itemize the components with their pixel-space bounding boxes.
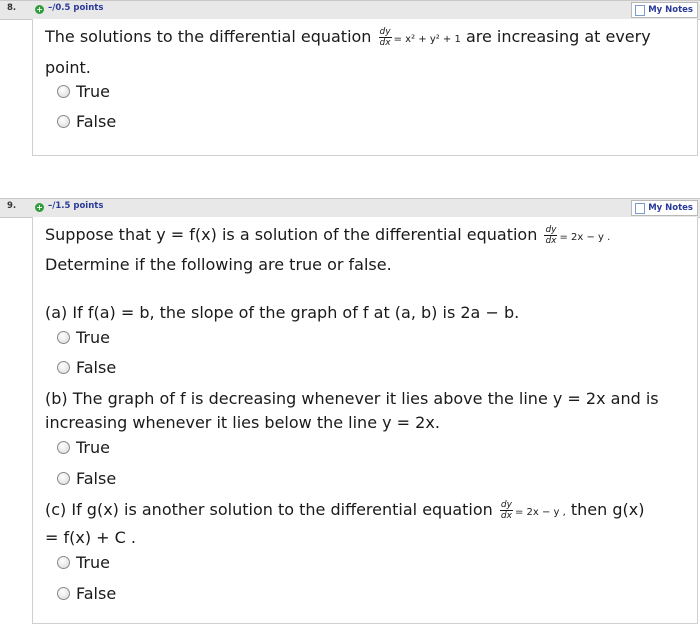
- frac-denominator: dx: [379, 38, 391, 48]
- radio-button[interactable]: [57, 331, 70, 344]
- derivative-fraction: [500, 500, 513, 521]
- part-a-option-false[interactable]: [57, 358, 116, 377]
- frac-numerator: dy: [500, 500, 512, 510]
- option-label: True: [76, 328, 110, 347]
- equation-rhs: = 2x − y ,: [514, 507, 566, 518]
- question-text: (c) If g(x) is another solution to the differential equation: [45, 500, 493, 519]
- expand-plus-icon[interactable]: +: [36, 203, 43, 212]
- equation-rhs: = 2x − y .: [559, 232, 611, 243]
- expand-plus-icon[interactable]: +: [36, 5, 43, 14]
- option-label: False: [76, 584, 117, 603]
- question-text: The solutions to the differential equation: [45, 27, 372, 46]
- question-9-intro: [45, 225, 610, 246]
- frac-numerator: dy: [545, 225, 557, 235]
- question-8-text-line2: point.: [45, 58, 91, 77]
- my-notes-label: My Notes: [648, 5, 693, 15]
- question-9-body: [32, 217, 698, 624]
- question-8-text: [45, 27, 651, 48]
- part-c-text: [45, 500, 644, 521]
- points-label: –/0.5 points: [48, 3, 104, 13]
- my-notes-button[interactable]: [631, 200, 698, 216]
- part-b-option-false[interactable]: [57, 469, 116, 488]
- radio-button[interactable]: [57, 587, 70, 600]
- part-a-option-true[interactable]: [57, 328, 110, 347]
- part-c-text-line2: = f(x) + C .: [45, 528, 136, 547]
- radio-button[interactable]: [57, 441, 70, 454]
- option-label: False: [76, 358, 117, 377]
- part-c-option-false[interactable]: [57, 584, 116, 603]
- radio-button[interactable]: [57, 556, 70, 569]
- option-false[interactable]: [57, 112, 116, 131]
- question-8-body: [32, 19, 698, 156]
- notes-icon: [635, 203, 645, 214]
- question-text: Suppose that y = f(x) is a solution of the differential equation: [45, 225, 538, 244]
- radio-button[interactable]: [57, 115, 70, 128]
- radio-button[interactable]: [57, 361, 70, 374]
- equation-rhs: = x² + y² + 1: [393, 34, 461, 45]
- option-label: False: [76, 469, 117, 488]
- part-c-option-true[interactable]: [57, 553, 110, 572]
- points-label: –/1.5 points: [48, 201, 104, 211]
- part-b-text: (b) The graph of f is decreasing whenever it lies above the line y = 2x and is: [45, 389, 659, 408]
- option-label: True: [76, 438, 110, 457]
- option-label: True: [76, 82, 110, 101]
- question-9-header: [0, 198, 700, 218]
- question-number: 8.: [7, 3, 17, 13]
- part-a-text: (a) If f(a) = b, the slope of the graph of f at (a, b) is 2a − b.: [45, 303, 520, 322]
- question-text: then g(x): [570, 500, 645, 519]
- option-label: True: [76, 553, 110, 572]
- derivative-fraction: [379, 27, 392, 48]
- radio-button[interactable]: [57, 85, 70, 98]
- question-text: are increasing at every: [465, 27, 651, 46]
- frac-denominator: dx: [545, 236, 557, 246]
- radio-button[interactable]: [57, 472, 70, 485]
- my-notes-button[interactable]: [631, 2, 698, 18]
- part-b-text-line2: increasing whenever it lies below the line y = 2x.: [45, 413, 440, 432]
- frac-numerator: dy: [379, 27, 391, 37]
- option-true[interactable]: [57, 82, 110, 101]
- question-number: 9.: [7, 201, 17, 211]
- derivative-fraction: [544, 225, 557, 246]
- my-notes-label: My Notes: [648, 203, 693, 213]
- question-9-intro-line2: Determine if the following are true or false.: [45, 255, 392, 274]
- notes-icon: [635, 5, 645, 16]
- question-8-header: [0, 0, 700, 20]
- frac-denominator: dx: [500, 511, 512, 521]
- option-label: False: [76, 112, 117, 131]
- part-b-option-true[interactable]: [57, 438, 110, 457]
